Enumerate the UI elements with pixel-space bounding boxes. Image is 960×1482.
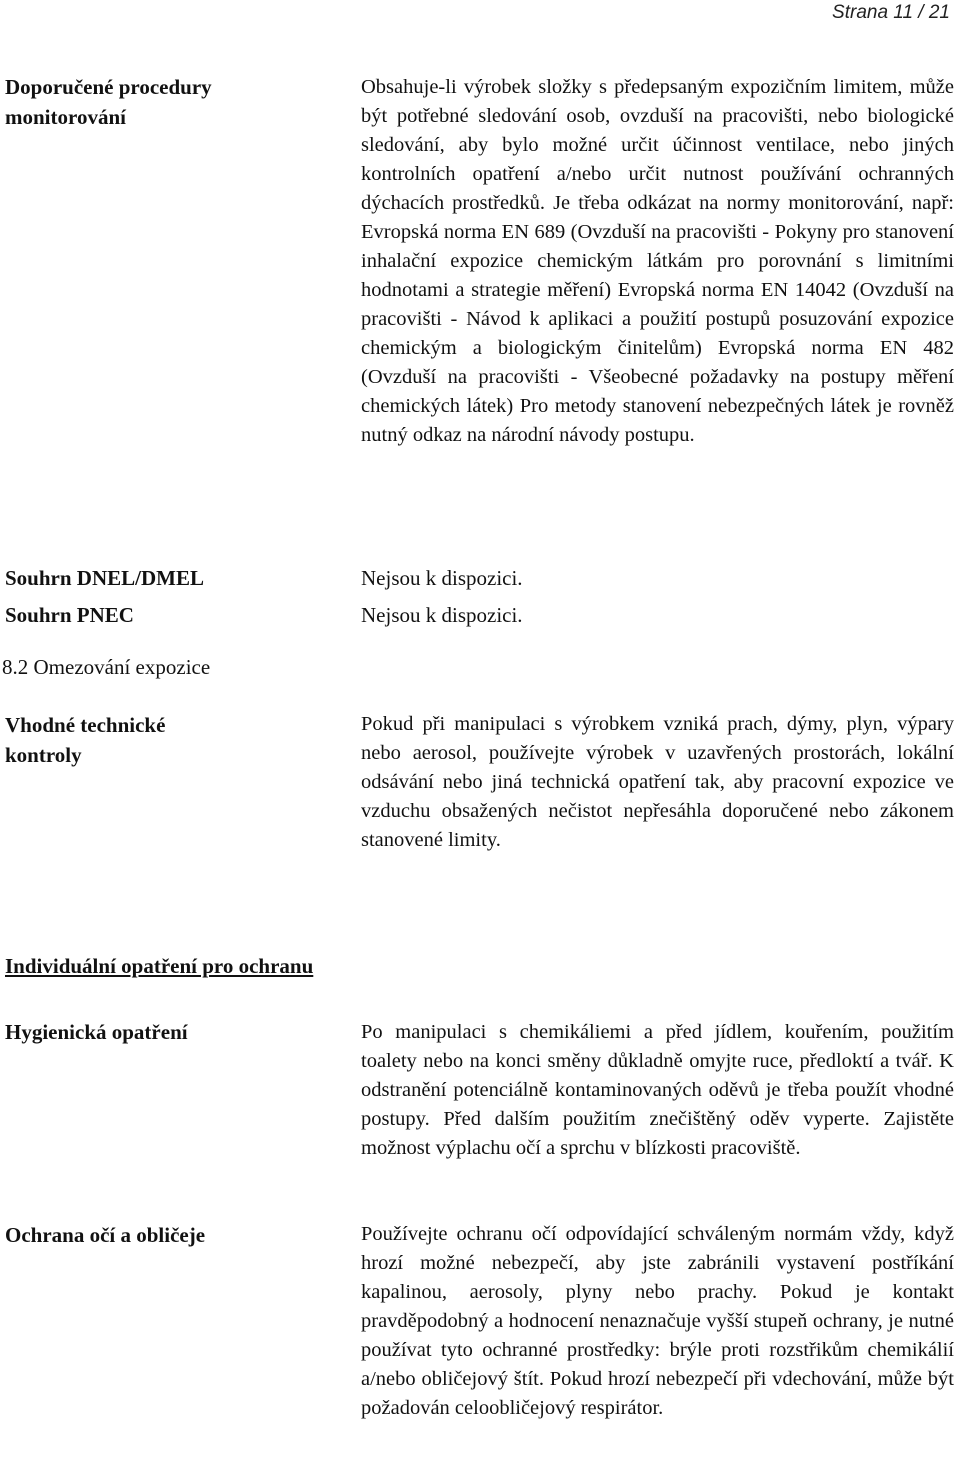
page-number: Strana 11 / 21 (832, 2, 950, 23)
hygiene-label: Hygienická opatření (5, 1020, 188, 1044)
pnec-value: Nejsou k dispozici. (361, 603, 523, 627)
dnel-label: Souhrn DNEL/DMEL (5, 566, 204, 590)
individual-protection-title: Individuální opatření pro ochranu (5, 954, 314, 978)
pnec-label: Souhrn PNEC (5, 603, 134, 627)
hygiene-text: Po manipulaci s chemikáliemi a před jídlem, kouřením, použitím toalety nebo na konci směny důkladně omyjte ruce, předloktí a tvář. K odstranění potenciálně kontaminovaných oděvů je třeba použít vhodné postupy. Před dalším použitím znečištěný oděv vyperte. Zajistěte možnost výplachu očí a sprchu v blízkosti pracoviště. (361, 1021, 954, 1159)
monitoring-text: Obsahuje-li výrobek složky s předepsaným expozičním limitem, může být potřebné sledování osob, ovzduší na pracovišti, nebo biologické sledování, aby bylo možné určit účinnost ventilace, nebo jiných kontrolních opatření a/nebo určit nutnost používání ochranných dýchacích prostředků. Je třeba odkázat na normy monitorování, např: Evropská norma EN 689 (Ovzduší na pracovišti - Pokyny pro stanovení inhalační expozice chemickým látkám pro porovnání s limitními hodnotami a strategie měření) Evropská norma EN 14042 (Ovzduší na pracovišti - Návod k aplikaci a použití postupů posuzování expozice chemickým a biologickým činitelům) Evropská norma EN 482 (Ovzduší na pracovišti - Všeobecné požadavky na postupy měření chemických látek) Pro metody stanovení nebezpečných látek je rovněž nutný odkaz na národní návody postupu. (361, 76, 954, 446)
eye-protection-text: Používejte ochranu očí odpovídající schváleným normám vždy, když hrozí možné nebezpečí, aby jste zabránili vystavení postříkání kapalinou, aerosoly, plyny nebo prachy. Pokud je kontakt pravděpodobný a hodnocení nenaznačuje vyšší stupeň ochrany, je nutné používat tyto ochranné prostředky: brýle proti rozstřikům chemikálií a/nebo obličejový štít. Pokud hrozí nebezpečí při vdechování, může být požadován celoobličejový respirátor. (361, 1223, 954, 1419)
monitoring-label: Doporučené procedury monitorování (5, 75, 212, 129)
engineering-label: Vhodné technické kontroly (5, 713, 166, 767)
engineering-text: Pokud při manipulaci s výrobkem vzniká prach, dýmy, plyn, výpary nebo aerosol, používejte výrobek v uzavřených prostorách, lokální odsávání nebo jiná technická opatření tak, aby pracovní expozice ve vzduchu obsažených nečistot nepřesáhla doporučené nebo zákonem stanovené limity. (361, 713, 954, 851)
eye-protection-label: Ochrana očí a obličeje (5, 1223, 206, 1247)
section-8-2-title: 8.2 Omezování expozice (2, 655, 211, 679)
dnel-value: Nejsou k dispozici. (361, 566, 523, 590)
